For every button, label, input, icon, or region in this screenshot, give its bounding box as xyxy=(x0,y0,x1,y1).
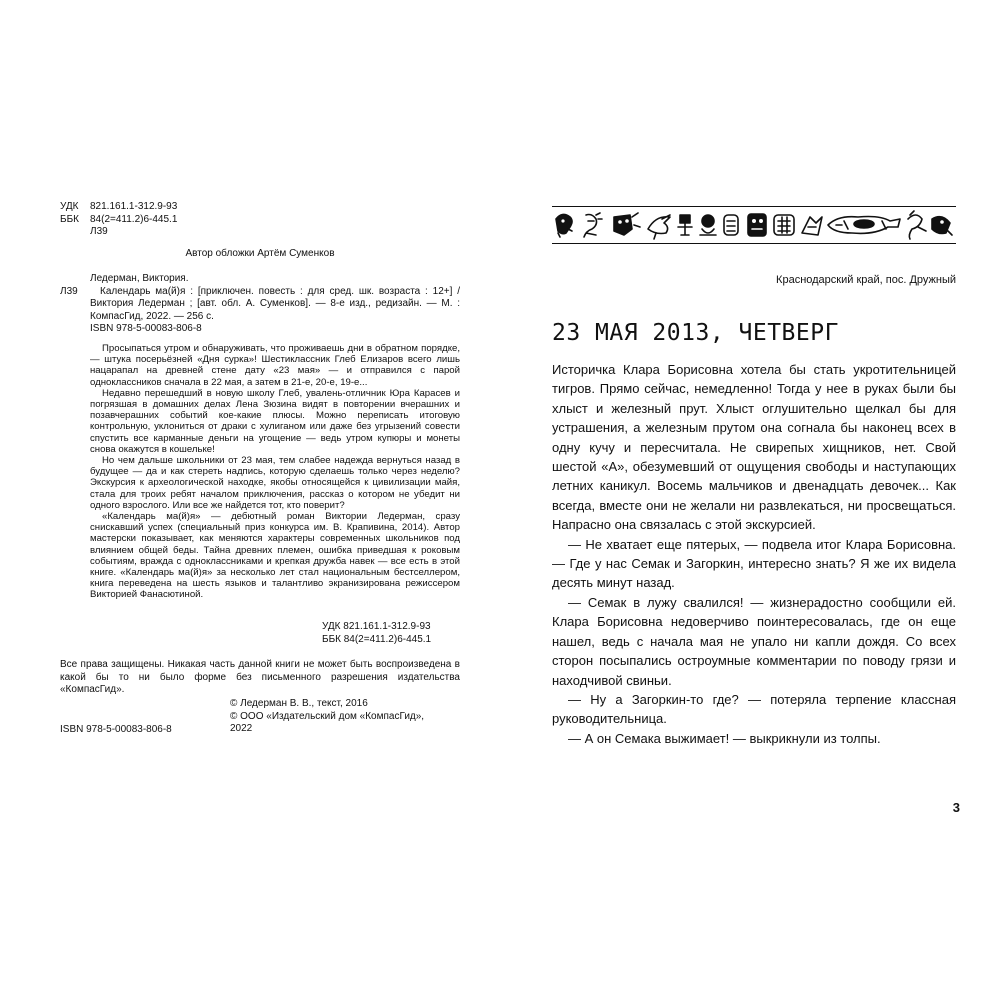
chapter-text xyxy=(552,360,956,748)
annotation-code-udk: УДК 821.161.1-312.9-93 xyxy=(322,621,431,632)
copyright-line: 2022 xyxy=(230,723,253,735)
bib-author-mark: Л39 xyxy=(60,285,78,297)
code-row-author-mark xyxy=(60,226,177,239)
story-paragraph: — Не хватает еще пятерых, — подвела итог Клара Борисовна. — Где у нас Семак и Загоркин, интересно знать? Я же их видела десять минут назад. xyxy=(552,536,956,591)
copyright-line: © ООО «Издательский дом «КомпасГид», xyxy=(230,710,425,722)
rights-notice: Все права защищены. Никакая часть данной книги не может быть воспроизведена в какой бы то ни было форме без письменного разрешения издательства «КомпасГид». xyxy=(60,659,460,696)
page-number: 3 xyxy=(952,800,960,815)
annotation-paragraph: «Календарь ма(й)я» — дебютный роман Виктории Ледерман, сразу снискавший успех (специальный приз конкурса им. В. Крапивина, 2014). Автор мастерски показывает, как меняются характеры современных школьников под влиянием общей беды. Тайна древних племен, ошибка приведшая к роковым событиям, вражда с одноклассниками и крепкая дружба навек — все есть в этой книге. «Календарь ма(й)я» за несколько лет стал национальным бестселлером, книга переведена на шесть языков и талантливо экранизирована режиссером Викторией Фанасютиной. xyxy=(90,511,460,601)
mayan-glyph-ornament xyxy=(552,206,956,244)
code-value: 84(2=411.2)6-445.1 xyxy=(90,213,178,225)
code-key: ББК xyxy=(60,213,79,225)
bib-author: Ледерман, Виктория. xyxy=(90,273,189,284)
code-row-bbk xyxy=(60,214,177,227)
bibliographic-record xyxy=(60,273,460,336)
code-row-udk xyxy=(60,201,177,214)
bib-body xyxy=(60,286,460,324)
code-value: Л39 xyxy=(90,226,108,238)
story-paragraph: — Семак в лужу свалился! — жизнерадостно сообщили ей. Клара Борисовна недоверчиво поинтересовалась, где он еще нашел, ведь с начала мая не упало ни капли дождя. Со всех сторон посыпались остроумные комментарии по поводу грязи и находчивой свиньи. xyxy=(552,594,956,688)
isbn: ISBN 978-5-00083-806-8 xyxy=(60,724,172,735)
copyright-block xyxy=(230,698,424,736)
annotation-paragraph: Но чем дальше школьники от 23 мая, тем слабее надежда вернуться назад в будущее — да и как стереть надпись, которую сделаешь только через неделю? Экскурсия к археологической находке, якобы относящейся к цивилизации майя, стала для троих ребят началом приключения, рассказ о котором не убедит ни одного взрослого. Или все же найдется тот, кто поверит? xyxy=(90,455,460,511)
annotation-codes xyxy=(322,621,431,646)
bib-description: Календарь ма(й)я : [приключен. повесть : для сред. шк. возраста : 12+] / Виктория Ледерман ; [авт. обл. А. Суменков]. — 8-е изд., редизайн. — М. : КомпасГид, 2022. — 256 с. xyxy=(90,285,460,322)
code-key: УДК xyxy=(60,201,79,212)
story-paragraph: — А он Семака выжимает! — выкрикнули из толпы. xyxy=(568,730,881,746)
code-value: 821.161.1-312.9-93 xyxy=(90,201,178,212)
code-key xyxy=(60,226,90,239)
annotation-paragraph: Недавно перешедший в новую школу Глеб, увалень-отличник Юра Карасев и погрязшая в домашних делах Лена Зюзина видят в повторении вчерашних и позавчерашних событий кое-какие плюсы. Можно переписать итоговую контрольную, уклониться от драки с хулиганом или даже без угрызений совести спустить все карманные деньги на угощение — ведь утром купюры и монеты снова окажутся в кошельке! xyxy=(90,387,460,455)
chapter-title: 23 МАЯ 2013, ЧЕТВЕРГ xyxy=(552,320,839,346)
copyright-line: © Ледерман В. В., текст, 2016 xyxy=(230,698,368,709)
annotation-code-bbk: ББК 84(2=411.2)6-445.1 xyxy=(322,633,432,645)
story-paragraph: Историчка Клара Борисовна хотела бы стать укротительницей тигров. Прямо сейчас, немедленно! Тогда у нее в руках были бы хлыст и железный прут. Хлыст оглушительно щелкал бы для устрашения, а железным прутом она согнала бы наконец всех в одну кучу и пересчитала. Не свирепых хищников, нет. Свой шестой «А», обезумевший от ощущения свободы и наступающих летних каникул. Восемь мальчиков и двенадцать девочек... Как всегда, вместе они не желали ни развлекаться, ни просвещаться. Напрасно она связалась с этой экскурсией. xyxy=(552,362,956,533)
bib-isbn: ISBN 978-5-00083-806-8 xyxy=(90,323,202,335)
chapter-location: Краснодарский край, пос. Дружный xyxy=(776,274,956,286)
story-paragraph: — Ну а Загоркин-то где? — потеряла терпение классная руководительница. xyxy=(552,691,956,727)
classification-codes xyxy=(60,201,177,239)
cover-author-credit: Автор обложки Артём Суменков xyxy=(185,248,335,259)
glyph-band-icon xyxy=(552,207,956,243)
annotation-paragraph: Просыпаться утром и обнаруживать, что проживаешь дни в обратном порядке, — штука посерьёзней «Дня сурка»! Шестиклассник Глеб Елизаров всего лишь нацарапал на древней стене дату «23 мая» — и отправился с парой одноклассников сначала в 22 мая, а затем в 21-е, 20-е, 19-е... xyxy=(90,343,460,388)
annotation xyxy=(90,343,460,601)
